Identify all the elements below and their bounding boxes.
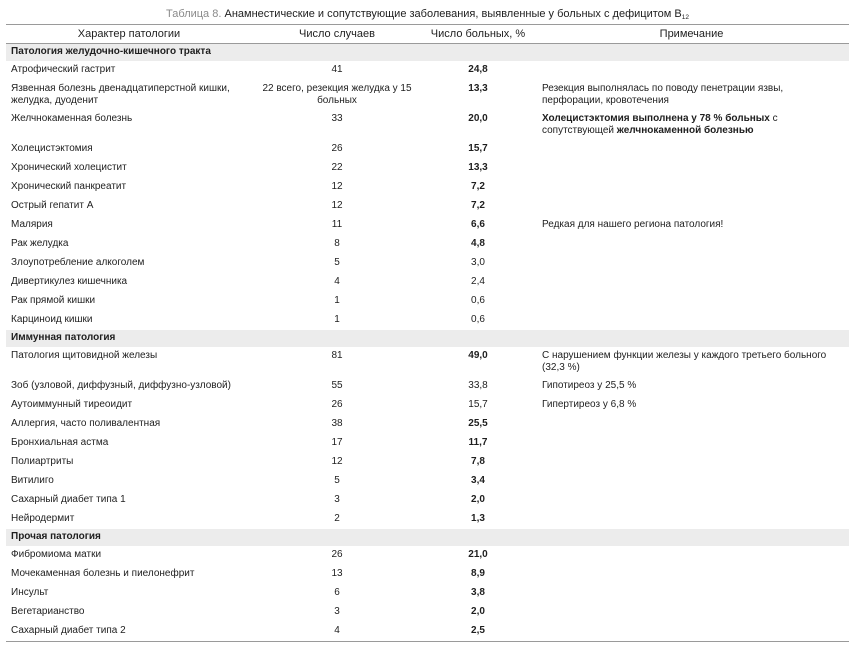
cases-cell: 22 (331, 162, 343, 173)
cases-cell: 26 (331, 549, 343, 560)
table-row (6, 603, 849, 622)
cases-cell: 6 (334, 587, 340, 598)
note-cell (534, 472, 849, 491)
header-cases: Число случаев (252, 25, 422, 44)
caption-subscript: 12 (681, 14, 689, 21)
section-title: Патология желудочно-кишечного тракта (6, 44, 849, 62)
section-title: Иммунная патология (6, 330, 849, 347)
cases-cell: 12 (331, 181, 343, 192)
note-cell (534, 159, 849, 178)
note-cell (534, 110, 849, 140)
cases-cell: 11 (331, 219, 343, 230)
caption-text: Анамнестические и сопутствующие заболевания, выявленные у больных с дефицитом B (221, 8, 682, 20)
pathology-name-cell: Злоупотребление алкоголем (11, 257, 145, 268)
note-cell: Резекция выполнялась по поводу пенетрации язвы, перфорации, кровотечения (542, 83, 784, 106)
pathology-name-cell: Вегетарианство (11, 606, 85, 617)
pathology-name-cell: Холецистэктомия (11, 143, 93, 154)
table-row (6, 292, 849, 311)
cases-cell: 4 (334, 276, 340, 287)
table-figure (6, 0, 849, 642)
cases-cell: 1 (334, 295, 340, 306)
pathology-name-cell: Малярия (11, 219, 53, 230)
pathology-name-cell: Бронхиальная астма (11, 437, 109, 448)
note-cell (534, 584, 849, 603)
section-header-row (6, 529, 849, 546)
percent-cell: 4,8 (471, 238, 485, 249)
percent-cell: 2,0 (471, 606, 485, 617)
note-cell (534, 235, 849, 254)
percent-cell: 15,7 (468, 399, 488, 410)
pathology-name-cell: Мочекаменная болезнь и пиелонефрит (11, 568, 195, 579)
table-row (6, 311, 849, 330)
table-number: Таблица 8. (166, 8, 222, 20)
pathology-name-cell: Язвенная болезнь двенадцатиперстной кишки, желудка, дуоденит (11, 83, 230, 106)
cases-cell: 12 (331, 200, 343, 211)
pathology-name-cell: Сахарный диабет типа 2 (6, 622, 252, 642)
percent-cell: 3,8 (471, 587, 485, 598)
pathology-name-cell: Дивертикулез кишечника (11, 276, 128, 287)
note-cell (534, 546, 849, 565)
percent-cell: 21,0 (468, 549, 488, 560)
cases-cell: 5 (334, 257, 340, 268)
table-row (6, 178, 849, 197)
pathology-name-cell: Острый гепатит А (11, 200, 94, 211)
note-fragment: желчнокаменной болезнью (616, 125, 754, 136)
percent-cell: 7,8 (471, 456, 485, 467)
table-row (6, 61, 849, 80)
table-row (6, 434, 849, 453)
table-row (6, 510, 849, 529)
table-row (6, 396, 849, 415)
table-row (6, 415, 849, 434)
pathology-name-cell: Рак прямой кишки (11, 295, 96, 306)
table-row (6, 472, 849, 491)
cases-cell: 8 (334, 238, 340, 249)
note-cell (534, 273, 849, 292)
percent-cell: 2,4 (471, 276, 485, 287)
section-header-row (6, 330, 849, 347)
cases-cell: 4 (252, 622, 422, 642)
cases-cell: 5 (334, 475, 340, 486)
percent-cell: 13,3 (468, 162, 488, 173)
note-cell (534, 603, 849, 622)
cases-cell: 26 (331, 399, 343, 410)
percent-cell: 2,0 (471, 494, 485, 505)
note-cell (534, 622, 849, 642)
pathology-name-cell: Желчнокаменная болезнь (11, 113, 133, 124)
note-cell (534, 140, 849, 159)
percent-cell: 3,4 (471, 475, 485, 486)
pathology-name-cell: Хронический холецистит (11, 162, 127, 173)
cases-cell: 3 (334, 494, 340, 505)
percent-cell: 0,6 (471, 295, 485, 306)
percent-cell: 1,3 (471, 513, 485, 524)
note-cell: Редкая для нашего региона патология! (542, 219, 724, 230)
section-header-row (6, 44, 849, 62)
pathology-name-cell: Патология щитовидной железы (11, 350, 158, 361)
table-row (6, 347, 849, 377)
table-row (6, 140, 849, 159)
percent-cell: 6,6 (471, 219, 485, 230)
table-row (6, 216, 849, 235)
table-row (6, 546, 849, 565)
cases-cell: 38 (331, 418, 343, 429)
note-cell: Гипотиреоз у 25,5 % (542, 380, 637, 391)
table-row (6, 254, 849, 273)
note-cell (534, 434, 849, 453)
note-cell (534, 61, 849, 80)
pathology-name-cell: Фибромиома матки (11, 549, 102, 560)
percent-cell: 15,7 (468, 143, 488, 154)
percent-cell: 49,0 (468, 350, 488, 361)
note-cell (534, 491, 849, 510)
table-body (6, 44, 849, 642)
percent-cell: 13,3 (468, 83, 488, 94)
percent-cell: 7,2 (471, 181, 485, 192)
cases-cell: 26 (331, 143, 343, 154)
note-cell (534, 178, 849, 197)
pathology-name-cell: Рак желудка (11, 238, 69, 249)
pathology-name-cell: Зоб (узловой, диффузный, диффузно-узловой) (11, 380, 231, 391)
pathology-name-cell: Аутоиммунный тиреоидит (11, 399, 133, 410)
header-note: Примечание (534, 25, 849, 44)
cases-cell: 17 (331, 437, 343, 448)
note-cell (534, 254, 849, 273)
table-caption (6, 0, 849, 24)
percent-cell: 20,0 (468, 113, 488, 124)
note-cell (534, 415, 849, 434)
cases-cell: 41 (331, 64, 343, 75)
pathology-name-cell: Полиартриты (11, 456, 74, 467)
cases-cell: 2 (334, 513, 340, 524)
pathology-table (6, 24, 849, 642)
table-row (6, 159, 849, 178)
table-row (6, 584, 849, 603)
percent-cell: 24,8 (468, 64, 488, 75)
header-pathology: Характер патологии (6, 25, 252, 44)
pathology-name-cell: Сахарный диабет типа 1 (11, 494, 126, 505)
percent-cell: 3,0 (471, 257, 485, 268)
percent-cell: 11,7 (468, 437, 488, 448)
table-row (6, 491, 849, 510)
cases-cell: 3 (334, 606, 340, 617)
table-row (6, 110, 849, 140)
cases-cell: 33 (331, 113, 343, 124)
pathology-name-cell: Витилиго (11, 475, 54, 486)
percent-cell: 33,8 (468, 380, 488, 391)
note-cell: Гипертиреоз у 6,8 % (542, 399, 637, 410)
table-row (6, 80, 849, 110)
table-row (6, 273, 849, 292)
note-cell (534, 510, 849, 529)
percent-cell: 25,5 (468, 418, 488, 429)
note-fragment: Холецистэктомия выполнена у 78 % больных (542, 113, 770, 124)
cases-cell: 81 (331, 350, 343, 361)
cases-cell: 22 всего, резекция желудка у 15 больных (262, 83, 412, 106)
percent-cell: 0,6 (471, 314, 485, 325)
cases-cell: 55 (331, 380, 343, 391)
table-row (6, 235, 849, 254)
table-row (6, 377, 849, 396)
pathology-name-cell: Инсульт (11, 587, 49, 598)
table-row (6, 565, 849, 584)
percent-cell: 7,2 (471, 200, 485, 211)
table-row (6, 453, 849, 472)
percent-cell: 8,9 (471, 568, 485, 579)
note-fragment: с сопутствующей (542, 113, 778, 136)
pathology-name-cell: Нейродермит (11, 513, 75, 524)
pathology-name-cell: Атрофический гастрит (11, 64, 116, 75)
pathology-name-cell: Аллергия, часто поливалентная (11, 418, 161, 429)
section-title: Прочая патология (6, 529, 849, 546)
percent-cell: 2,5 (422, 622, 534, 642)
note-cell (534, 197, 849, 216)
note-cell (534, 453, 849, 472)
cases-cell: 13 (331, 568, 343, 579)
header-percent: Число больных, % (422, 25, 534, 44)
table-row (6, 622, 849, 642)
note-cell (534, 565, 849, 584)
pathology-name-cell: Хронический панкреатит (11, 181, 127, 192)
note-cell: С нарушением функции железы у каждого третьего больного (32,3 %) (542, 350, 827, 373)
note-cell (534, 292, 849, 311)
pathology-name-cell: Карциноид кишки (11, 314, 93, 325)
table-row (6, 197, 849, 216)
cases-cell: 1 (334, 314, 340, 325)
note-cell (534, 311, 849, 330)
cases-cell: 12 (331, 456, 343, 467)
